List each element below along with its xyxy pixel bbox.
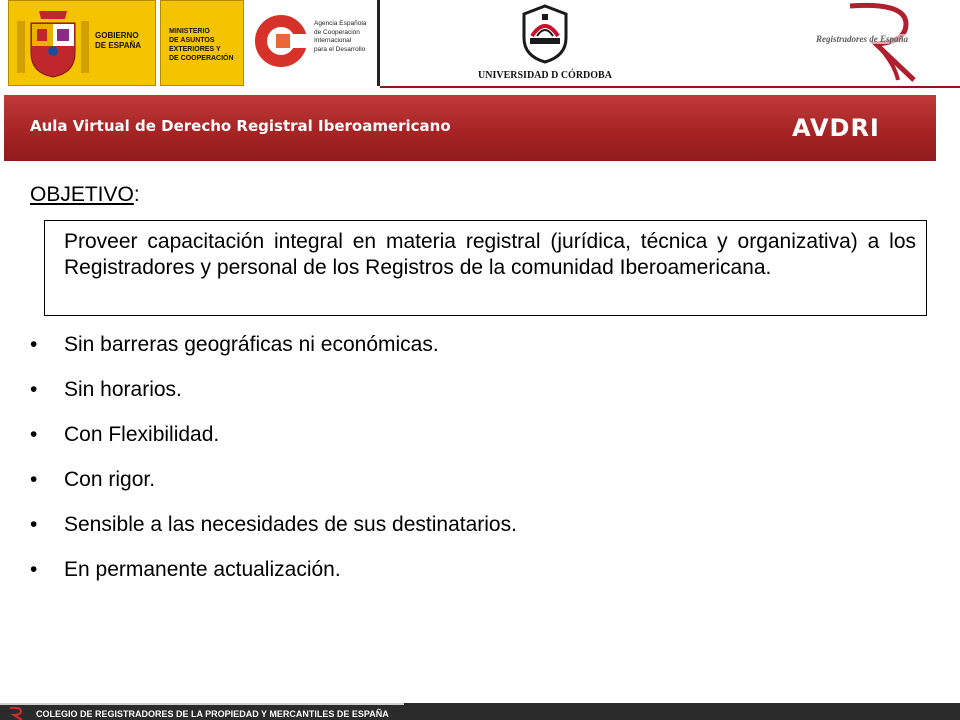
list-item-text: Sensible a las necesidades de sus destinatarios.	[64, 513, 517, 536]
ministerio-logo	[160, 0, 244, 86]
avdri-logo-text: AVDRI	[792, 114, 880, 142]
bullet-icon: •	[30, 513, 38, 536]
registradores-text: Registradores de España	[816, 34, 948, 44]
avdri-logo	[792, 113, 932, 143]
coat-of-arms-icon	[15, 7, 91, 81]
footer-text: COLEGIO DE REGISTRADORES DE LA PROPIEDAD Y MERCANTILES DE ESPAÑA	[36, 709, 389, 719]
footer-accent-line	[0, 703, 404, 705]
universidad-text: UNIVERSIDAD D CÓRDOBA	[478, 70, 612, 81]
list-item	[30, 557, 910, 602]
ministerio-line: EXTERIORES Y	[169, 46, 221, 53]
bullet-icon: •	[30, 378, 38, 401]
list-item-text: Con rigor.	[64, 468, 156, 491]
list-item	[30, 512, 910, 557]
list-item-text: Sin horarios.	[64, 378, 182, 401]
objective-text-box	[44, 220, 927, 316]
registradores-footer-icon	[8, 706, 24, 720]
list-item	[30, 377, 910, 422]
gobierno-line: DE ESPAÑA	[95, 41, 142, 50]
bullet-icon: •	[30, 558, 38, 581]
gobierno-de-espana-logo	[8, 0, 156, 86]
objective-heading	[30, 182, 140, 208]
title-banner	[4, 95, 936, 161]
objective-colon: :	[133, 183, 140, 206]
aecid-c-icon	[254, 14, 308, 68]
banner-title: Aula Virtual de Derecho Registral Iberoamericano	[30, 117, 451, 135]
aecid-line: para el Desarrollo	[314, 45, 366, 53]
registradores-logo	[808, 0, 948, 86]
bullet-icon: •	[30, 333, 38, 356]
university-shield-icon	[522, 4, 568, 64]
list-item	[30, 467, 910, 512]
bullet-icon: •	[30, 423, 38, 446]
aecid-line: Agencia Española	[314, 20, 367, 27]
footer-bar	[0, 703, 960, 720]
bullet-icon: •	[30, 468, 38, 491]
universidad-cordoba-logo	[470, 2, 620, 88]
gobierno-text	[95, 31, 155, 51]
aecid-logo	[246, 0, 380, 86]
aecid-text	[314, 20, 380, 54]
aecid-line: Internacional	[314, 37, 352, 44]
feature-list	[30, 332, 910, 602]
logo-strip	[0, 0, 960, 88]
list-item-text: Sin barreras geográficas ni económicas.	[64, 333, 439, 356]
ministerio-line: DE ASUNTOS	[169, 37, 215, 44]
aecid-line: de Cooperación	[314, 28, 360, 36]
list-item	[30, 422, 910, 467]
ministerio-line: DE COOPERACIÓN	[169, 55, 234, 62]
list-item-text: En permanente actualización.	[64, 558, 341, 581]
ministerio-line: MINISTERIO	[169, 28, 210, 35]
objective-label: OBJETIVO	[30, 183, 134, 206]
header-divider	[380, 86, 960, 88]
ministerio-text	[169, 27, 245, 63]
objective-text: Proveer capacitación integral en materia registral (jurídica, técnica y organizativa) a los Registradores y personal de los Registros de la comunidad Iberoamericana.	[64, 230, 916, 279]
list-item	[30, 332, 910, 377]
list-item-text: Con Flexibilidad.	[64, 423, 220, 446]
gobierno-line: GOBIERNO	[95, 31, 139, 40]
